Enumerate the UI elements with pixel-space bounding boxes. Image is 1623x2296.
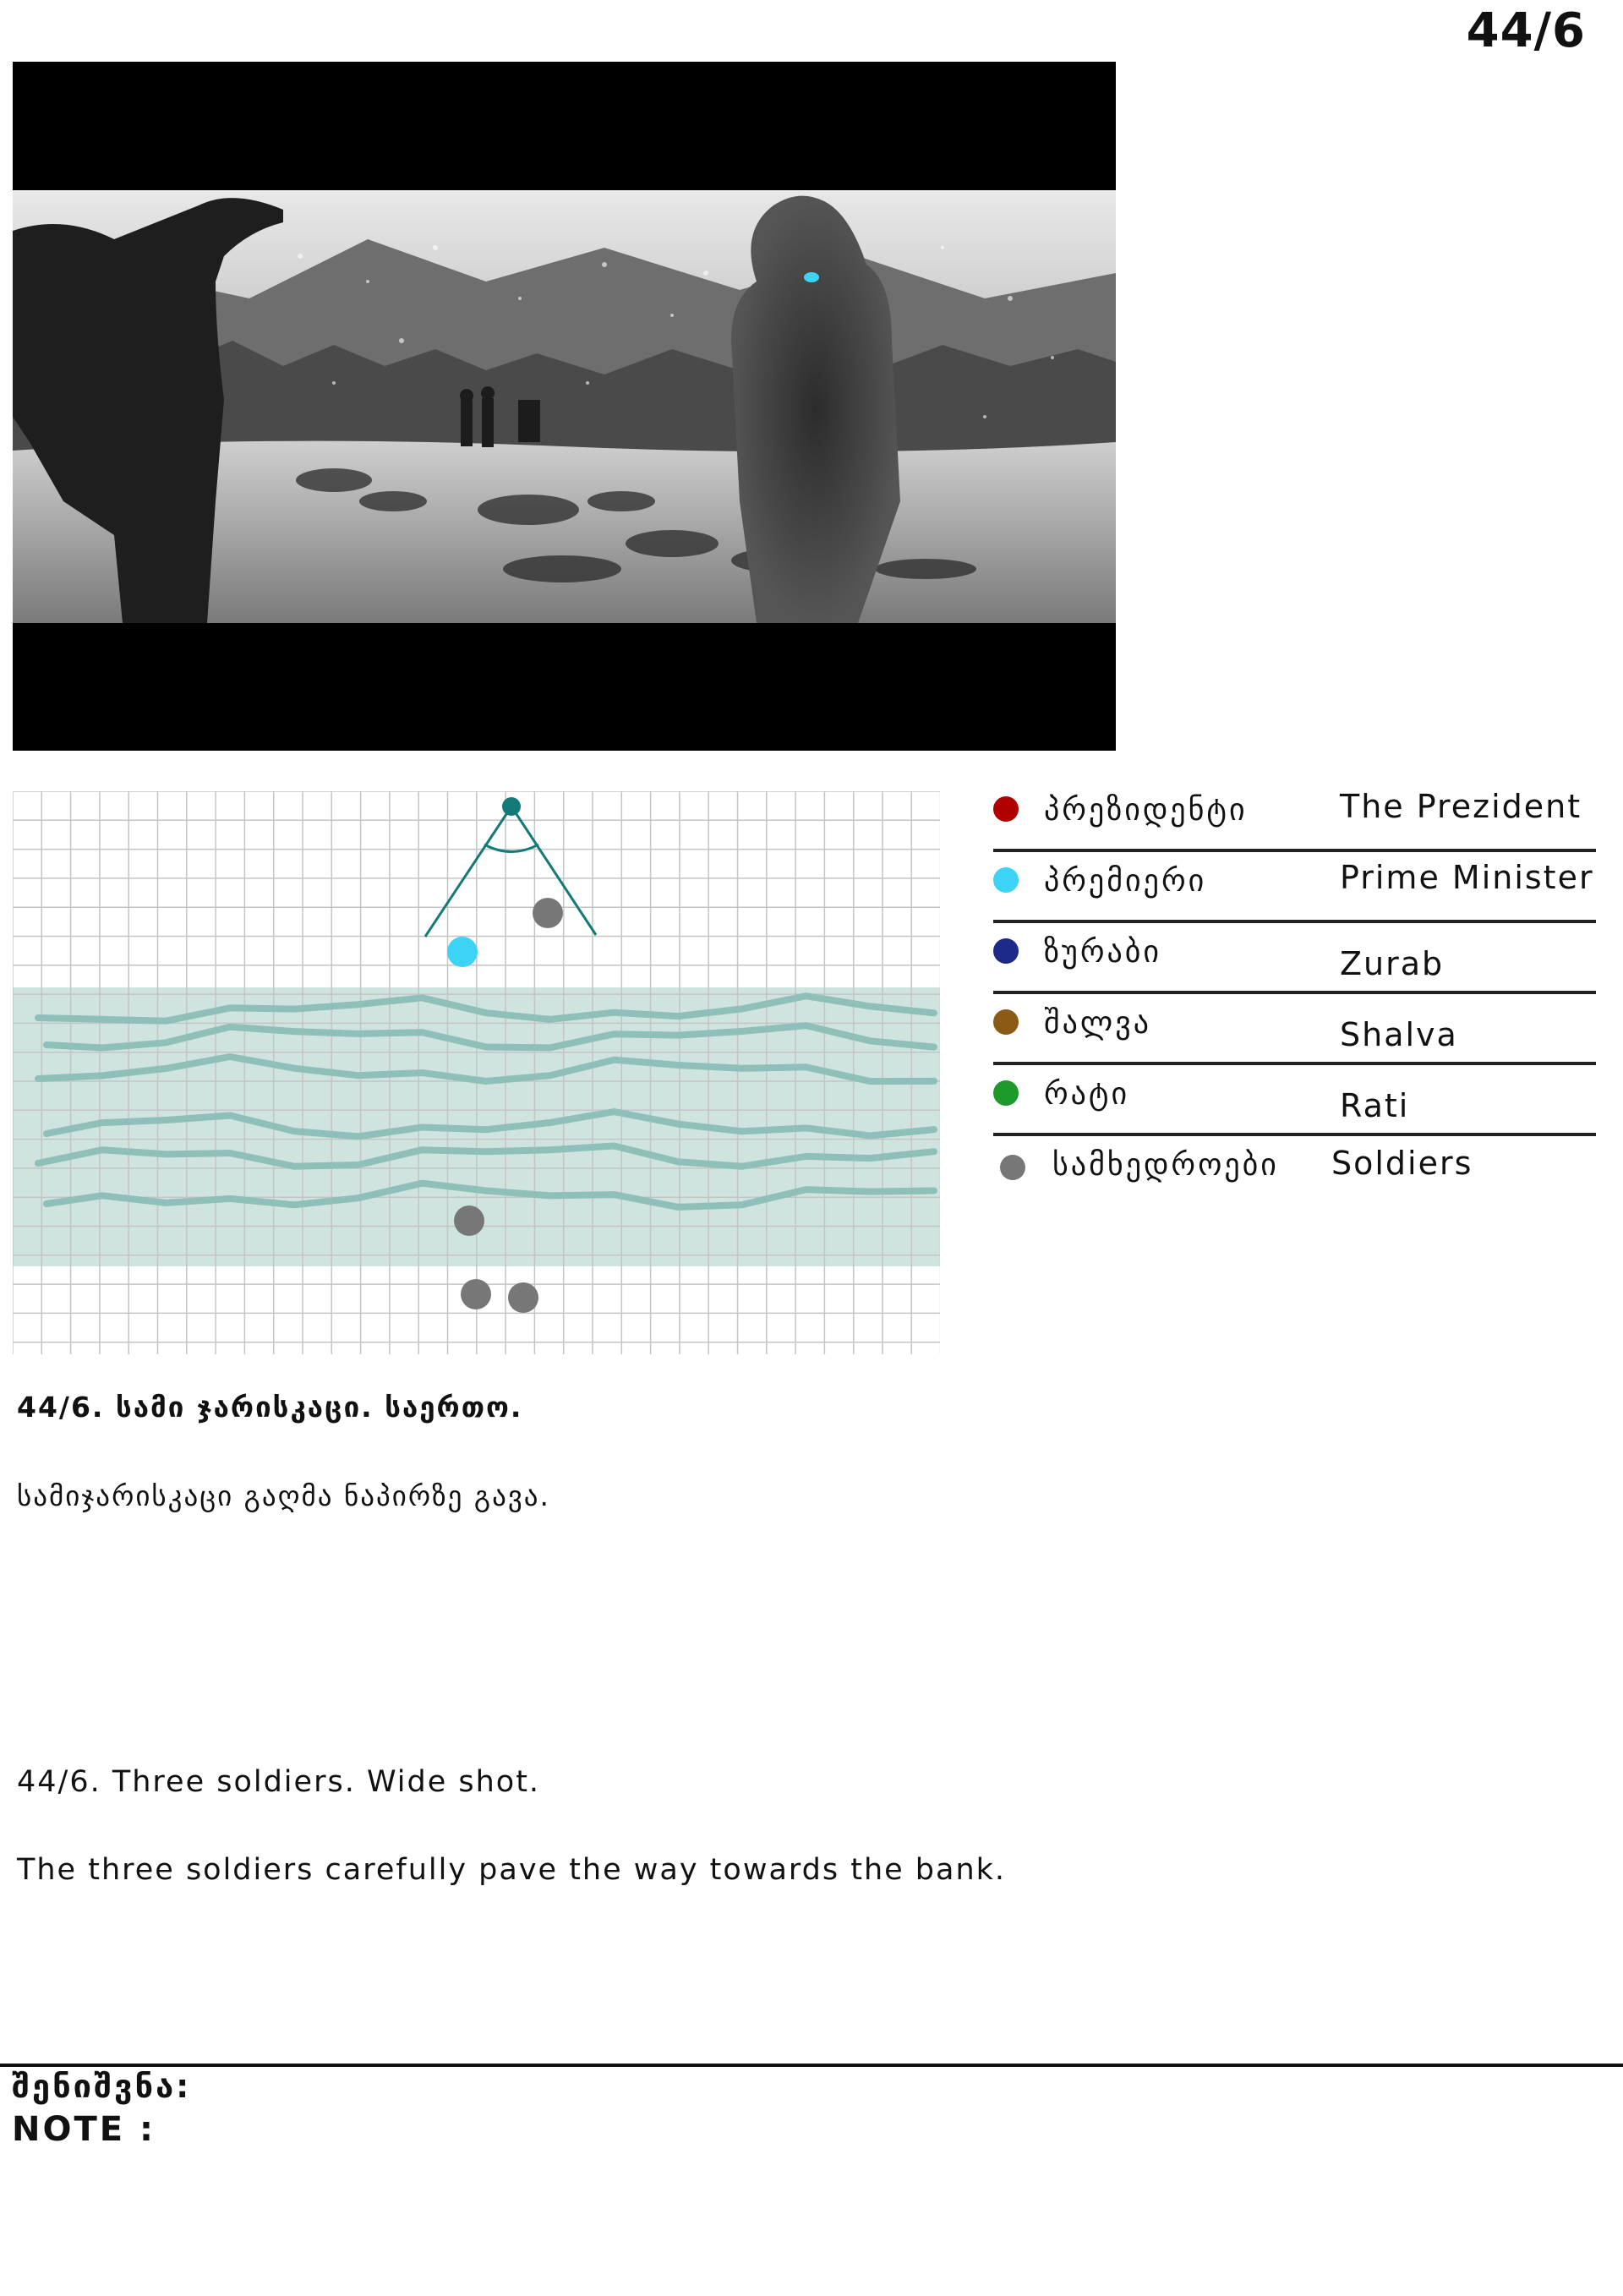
- soldier-marker: [508, 1282, 538, 1313]
- shot-title-ka: 44/6. სამი ჯარისკაცი. საერთო.: [17, 1391, 523, 1424]
- legend-label-en: Soldiers: [1331, 1145, 1473, 1182]
- legend-row-shalva: [993, 994, 1596, 1065]
- note-label-en: NOTE :: [12, 2110, 156, 2149]
- shalva-color-dot: [993, 1009, 1019, 1035]
- legend-label-en: Rati: [1340, 1087, 1410, 1124]
- legend-row-rati: [993, 1065, 1596, 1136]
- rati-color-dot: [993, 1080, 1019, 1106]
- soldier-marker: [533, 898, 563, 928]
- blocking-diagram: [13, 791, 940, 1354]
- legend-row-president: [993, 781, 1596, 852]
- prime-minister-color-dot: [993, 867, 1019, 893]
- legend-label-ka: ზურაბი: [1044, 935, 1162, 970]
- legend-label-ka: პრეზიდენტი: [1044, 793, 1248, 828]
- storyboard-frame: [13, 62, 1116, 751]
- camera-position: [425, 797, 596, 937]
- note-label-ka: შენიშვნა:: [12, 2068, 192, 2105]
- camera-angle-arc: [484, 845, 538, 852]
- shot-description-en: The three soldiers carefully pave the way towards the bank.: [17, 1853, 1007, 1887]
- legend-row-soldiers: [993, 1136, 1596, 1195]
- storyboard-sketch: [13, 62, 1116, 751]
- shot-title-en: 44/6. Three soldiers. Wide shot.: [17, 1765, 541, 1799]
- character-legend: [993, 781, 1596, 1195]
- zurab-color-dot: [993, 938, 1019, 964]
- legend-row-zurab: [993, 923, 1596, 994]
- page-number: 44/6: [1466, 3, 1586, 58]
- legend-label-en: Zurab: [1340, 945, 1445, 982]
- legend-label-en: Shalva: [1340, 1016, 1458, 1053]
- camera-icon: [502, 797, 521, 816]
- soldiers-color-dot: [1000, 1155, 1025, 1180]
- legend-label-ka: რატი: [1044, 1077, 1130, 1112]
- president-color-dot: [993, 796, 1019, 822]
- soldier-marker: [454, 1205, 484, 1236]
- legend-label-ka: პრემიერი: [1044, 864, 1207, 899]
- soldier-marker: [461, 1279, 491, 1309]
- legend-label-ka: შალვა: [1044, 1006, 1151, 1041]
- legend-label-en: Prime Minister: [1340, 859, 1594, 896]
- camera-view-line-left: [425, 806, 511, 937]
- legend-label-ka: სამხედროები: [1052, 1148, 1279, 1183]
- note-divider: [0, 2064, 1623, 2067]
- prime-minister-marker: [447, 937, 478, 967]
- legend-label-en: The Prezident: [1340, 788, 1582, 825]
- shot-description-ka: სამიჯარისკაცი გაღმა ნაპირზე გავა.: [17, 1479, 550, 1512]
- legend-row-prime-minister: [993, 852, 1596, 923]
